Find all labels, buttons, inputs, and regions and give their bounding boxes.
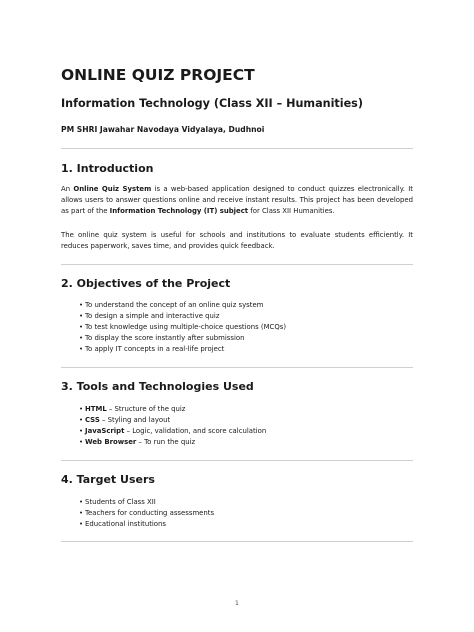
section-heading-tools: 3. Tools and Technologies Used [61,380,254,393]
list-item [79,415,266,426]
tool-name: Web Browser [85,438,137,446]
list-item: • To apply IT concepts in a real-life project [79,344,286,355]
list-item: • Students of Class XII [79,497,214,508]
section-heading-target-users: 4. Target Users [61,473,155,486]
school-name: PM SHRI Jawahar Navodaya Vidyalaya, Dudhnoi [61,125,265,134]
list-item: • To display the score instantly after submission [79,333,286,344]
list-item [79,437,266,448]
tool-description: – Structure of the quiz [106,405,186,413]
divider [61,541,413,542]
tool-description: – Styling and layout [99,416,171,424]
introduction-paragraph-2: The online quiz system is useful for schools and institutions to evaluate students efficiently. It reduces paperwork, saves time, and provides quick feedback. [61,231,413,250]
document-title: ONLINE QUIZ PROJECT [61,66,255,84]
divider [61,367,413,368]
tool-name: JavaScript [85,427,125,435]
introduction-paragraph-1: An Online Quiz System is a web-based application designed to conduct quizzes electronically. It allows users to answer questions online and receive instant results. This project has been developed as part of the Information Technology (IT) subject for Class XII Humanities. [61,185,413,215]
tool-name: CSS [85,416,100,424]
divider [61,148,413,149]
bold-term: Information Technology (IT) subject [109,207,249,215]
target-users-list [79,497,214,530]
list-item: • Teachers for conducting assessments [79,508,214,519]
list-item [79,426,266,437]
divider [61,460,413,461]
divider [61,264,413,265]
section-heading-introduction: 1. Introduction [61,162,154,175]
tool-description: – Logic, validation, and score calculation [124,427,267,435]
section-heading-objectives: 2. Objectives of the Project [61,277,231,290]
list-item [79,404,266,415]
tool-name: HTML [85,405,107,413]
list-item: • To test knowledge using multiple-choice questions (MCQs) [79,322,286,333]
document-subtitle: Information Technology (Class XII – Humanities) [61,97,363,110]
list-item: • Educational institutions [79,519,214,530]
bold-term: Online Quiz System [73,185,152,193]
objectives-list [79,300,286,355]
list-item: • To understand the concept of an online quiz system [79,300,286,311]
page-number: 1 [234,599,240,607]
tools-list [79,404,266,448]
tool-description: – To run the quiz [136,438,196,446]
list-item: • To design a simple and interactive quiz [79,311,286,322]
